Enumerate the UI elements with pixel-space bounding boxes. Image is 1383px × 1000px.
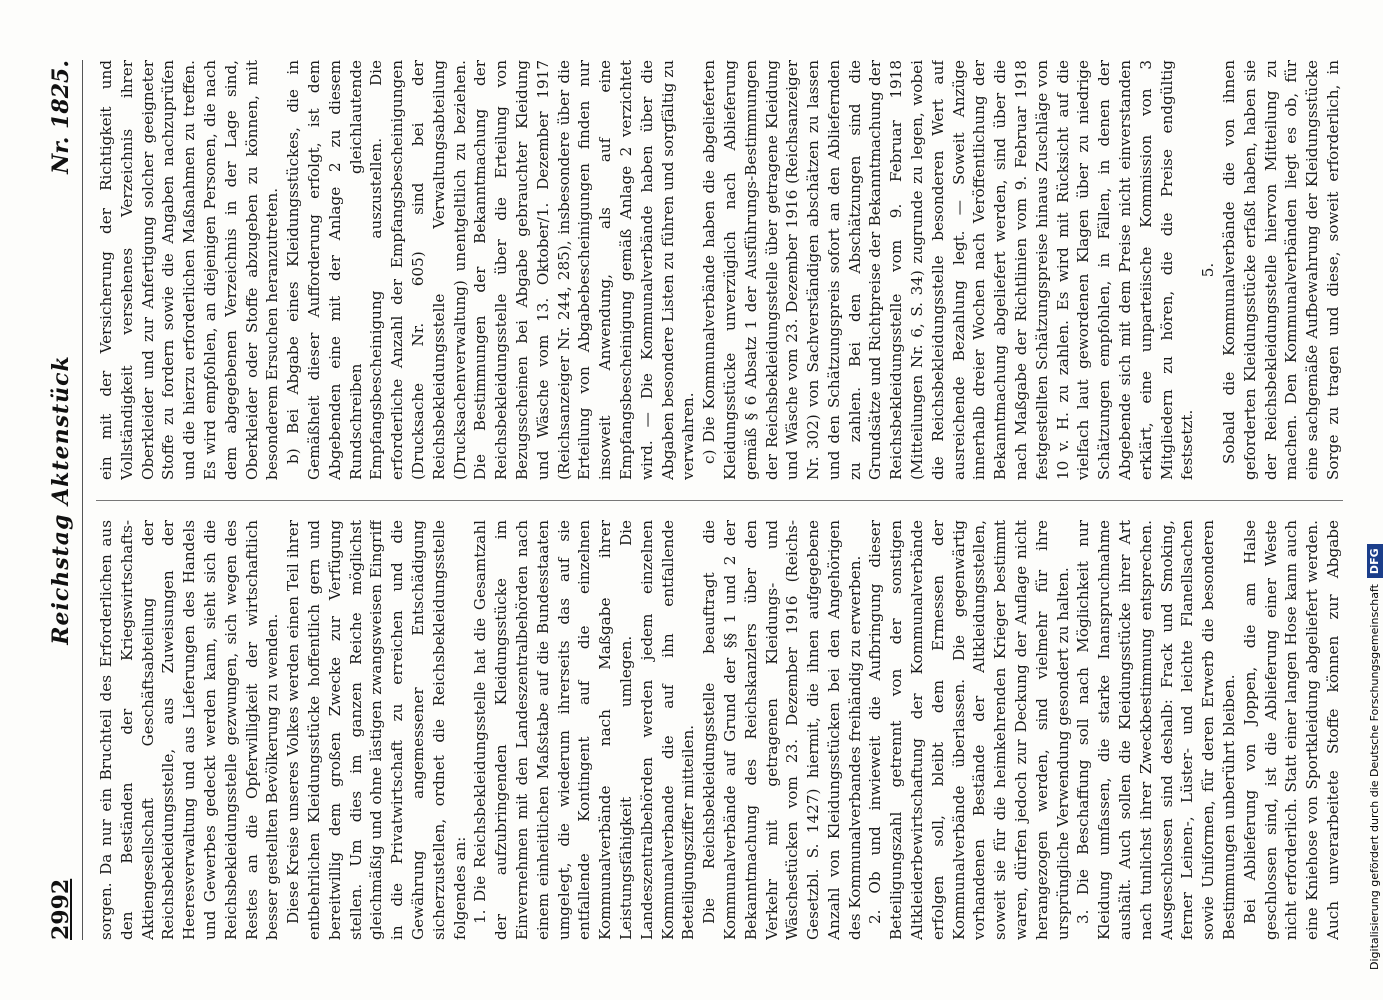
digitization-credit bbox=[1355, 0, 1383, 1000]
paragraph: Sobald die Kommunalverbände die von ihnen geforderten Kleidungsstücke erfaßt haben, haben sie der Reichsbekleidungsstelle hiervon Mitteilung zu machen. Den Kommunalverbänden liegt es ob, für eine sachgemäße Aufbewahrung der Kleidungsstücke Sorge zu tragen und diese, soweit erforderlich, in bbox=[1220, 60, 1343, 480]
paragraph: 1. Die Reichsbekleidungsstelle hat die Gesamtzahl der aufzubringenden Kleidungsstücke im Einvernehmen mit den Landeszentralbehörden nach einem einheitlichen Maßstabe auf die Bundesstaaten umgelegt, die wiederum ihrerseits das auf sie entfallende Kontingent auf die einzelnen Kommunalverbände nach Maßgabe ihrer Leistungsfähigkeit umlegen. Die Landeszentralbehörden werden jedem einzelnen Kommunalverbande die auf ihn entfallende Beteiligungsziffer mitteilen. bbox=[471, 520, 698, 940]
document-title: Reichstag Aktenstück bbox=[48, 355, 74, 645]
paragraph: c) Die Kommunalverbände haben die abgelieferten Kleidungsstücke unverzüglich nach Ablieferung gemäß § 6 Absatz 1 der Ausführungs-Bestimmungen der Reichsbekleidungsstelle über getragene Kleidung und Wäsche vom 23. Dezember 1916 (Reichsanzeiger Nr. 302) von Sachverständigen abschätzen zu lassen und den Schätzungspreis sofort an den Abliefernden zu zahlen. Bei den Abschätzungen sind die Grundsätze und Richtpreise der Bekanntmachung der Reichsbekleidungsstelle vom 9. Februar 1918 (Mitteilungen Nr. 6, S. 34) zugrunde zu legen, wobei die Reichsbekleidungsstelle besonderen Wert auf ausreichende Bezahlung legt. — Soweit Anzüge innerhalb dreier Wochen nach Veröffentlichung der Bekanntmachung abgeliefert werden, sind über die nach Maßgabe der Richtlinien vom 9. Februar 1918 festgestellten Schätzungspreise hinaus Zuschläge von 10 v. H. zu zahlen. Es wird mit Rücksicht auf die vielfach laut gewordenen Klagen über zu niedrige Schätzungen empfohlen, in Fällen, in denen der Abgebende sich mit dem Preise nicht einverstanden erklärt, eine unparteiische Kommission von 3 Mitgliedern zu hören, die die Preise endgültig festsetzt. bbox=[700, 60, 1197, 480]
paragraph: Diese Kreise unseres Volkes werden einen Teil ihrer entbehrlichen Kleidungsstücke hoffentlich gern und bereitwillig dem großen Zwecke zur Verfügung stellen. Um dies im ganzen Reiche möglichst gleichmäßig und ohne lästigen zwangsweisen Eingriff in die Privatwirtschaft zu erreichen und die Gewährung angemessener Entschädigung sicherzustellen, ordnet die Reichsbekleidungsstelle folgendes an: bbox=[284, 520, 469, 940]
credit-line bbox=[1361, 0, 1383, 1000]
credit-text: Digitalisierung gefördert durch die Deutsche Forschungsgemeinschaft bbox=[1368, 584, 1381, 970]
document-number: Nr. 1825. bbox=[48, 60, 74, 174]
page-number: 2992 bbox=[48, 878, 74, 940]
header-rule bbox=[82, 60, 83, 940]
paragraph: sorgen. Da nur ein Bruchteil des Erforderlichen aus den Beständen der Kriegswirtschafts-Aktiengesellschaft Geschäftsabteilung der Reichsbekleidungsstelle, aus Zuweisungen der Heeresverwaltung und aus Lieferungen des Handels und Gewerbes gedeckt werden kann, sieht sich die Reichsbekleidungsstelle gezwungen, sich wegen des Restes an die Opferwilligkeit der wirtschaftlich besser gestellten Bevölkerung zu wenden. bbox=[97, 520, 282, 940]
paragraph: 5. bbox=[1199, 262, 1218, 278]
column-divider bbox=[96, 500, 1343, 501]
paragraph: 2. Ob und inwieweit die Aufbringung dieser Beteiligungszahl getrennt von der sonstigen Altkleiderbewirtschaftung der Kommunalverbände erfolgen soll, bleibt dem Ermessen der Kommunalverbände überlassen. Die gegenwärtig vorhandenen Bestände der Altkleidungsstellen, soweit sie für die heimkehrenden Krieger bestimmt waren, dürfen jedoch zur Deckung der Auflage nicht herangezogen werden, sind vielmehr für ihre ursprüngliche Verwendung gesondert zu halten. bbox=[866, 520, 1072, 940]
paragraph: b) Bei Abgabe eines Kleidungsstückes, die in Gemäßheit dieser Aufforderung erfolgt, ist dem Abgebenden eine mit der Anlage 2 zu diesem Rundschreiben gleichlautende Empfangsbescheinigung auszustellen. Die erforderliche Anzahl der Empfangsbescheinigungen (Drucksache Nr. 605) sind bei der Reichsbekleidungsstelle Verwaltungsabteilung (Drucksachenverwaltung) unentgeltlich zu beziehen. Die Bestimmungen der Bekanntmachung der Reichsbekleidungsstelle über die Erteilung von Bezugsscheinen bei Abgabe gebrauchter Kleidung und Wäsche vom 13. Oktober/1. Dezember 1917 (Reichsanzeiger Nr. 244, 285), insbesondere über die Erteilung von Abgabebescheinigungen finden nur insoweit Anwendung, als auf eine Empfangsbescheinigung gemäß Anlage 2 verzichtet wird. — Die Kommunalverbände haben über die Abgaben besondere Listen zu führen und sorgfältig zu verwahren. bbox=[284, 60, 698, 480]
paragraph: Die Reichsbekleidungsstelle beauftragt die Kommunalverbände auf Grund der §§ 1 und 2 der Bekanntmachung des Reichskanzlers über den Verkehr mit getragenen Kleidungs- und Wäschestücken vom 23. Dezember 1916 (Reichs-Gesetzbl. S. 1427) hiermit, die ihnen aufgegebene Anzahl von Kleidungsstücken bei den Angehörigen des Kommunalverbandes freihändig zu erwerben. bbox=[700, 520, 864, 940]
paragraph: Bei Ablieferung von Joppen, die am Halse geschlossen sind, ist die Ablieferung einer Weste nicht erforderlich. Statt einer langen Hose kann auch eine Kniehose von Sportkleidung abgeliefert werden. Auch unverarbeitete Stoffe können zur Abgabe bbox=[1240, 520, 1343, 940]
paragraph: 3. Die Beschaffung soll nach Möglichkeit nur Kleidung umfassen, die starke Inanspruchnahme aushält. Auch sollen die Kleidungsstücke ihrer Art nach tunlichst ihrer Zweckbestimmung entsprechen. Ausgeschlossen sind deshalb: Frack und Smoking, ferner Leinen-, Lüster- und leichte Flanellsachen sowie Uniformen, für deren Erwerb die besonderen Bestimmungen unberührt bleiben. bbox=[1074, 520, 1239, 940]
paragraph: ein mit der Versicherung der Richtigkeit und Vollständigkeit versehenes Verzeichnis ihrer Oberkleider und zur Anfertigung solcher geeigneter Stoffe zu fordern sowie die Angaben nachzuprüfen und die hierzu erforderlichen Maßnahmen zu treffen. Es wird empfohlen, an diejenigen Personen, die nach dem abgegebenen Verzeichnis in der Lage sind, Oberkleider oder Stoffe abzugeben zu können, mit besonderem Ersuchen heranzutreten. bbox=[97, 60, 282, 480]
text-column-left bbox=[96, 520, 1343, 940]
dfg-logo: DFG bbox=[1367, 544, 1383, 578]
page-header bbox=[40, 60, 80, 940]
text-column-right bbox=[96, 60, 1343, 480]
